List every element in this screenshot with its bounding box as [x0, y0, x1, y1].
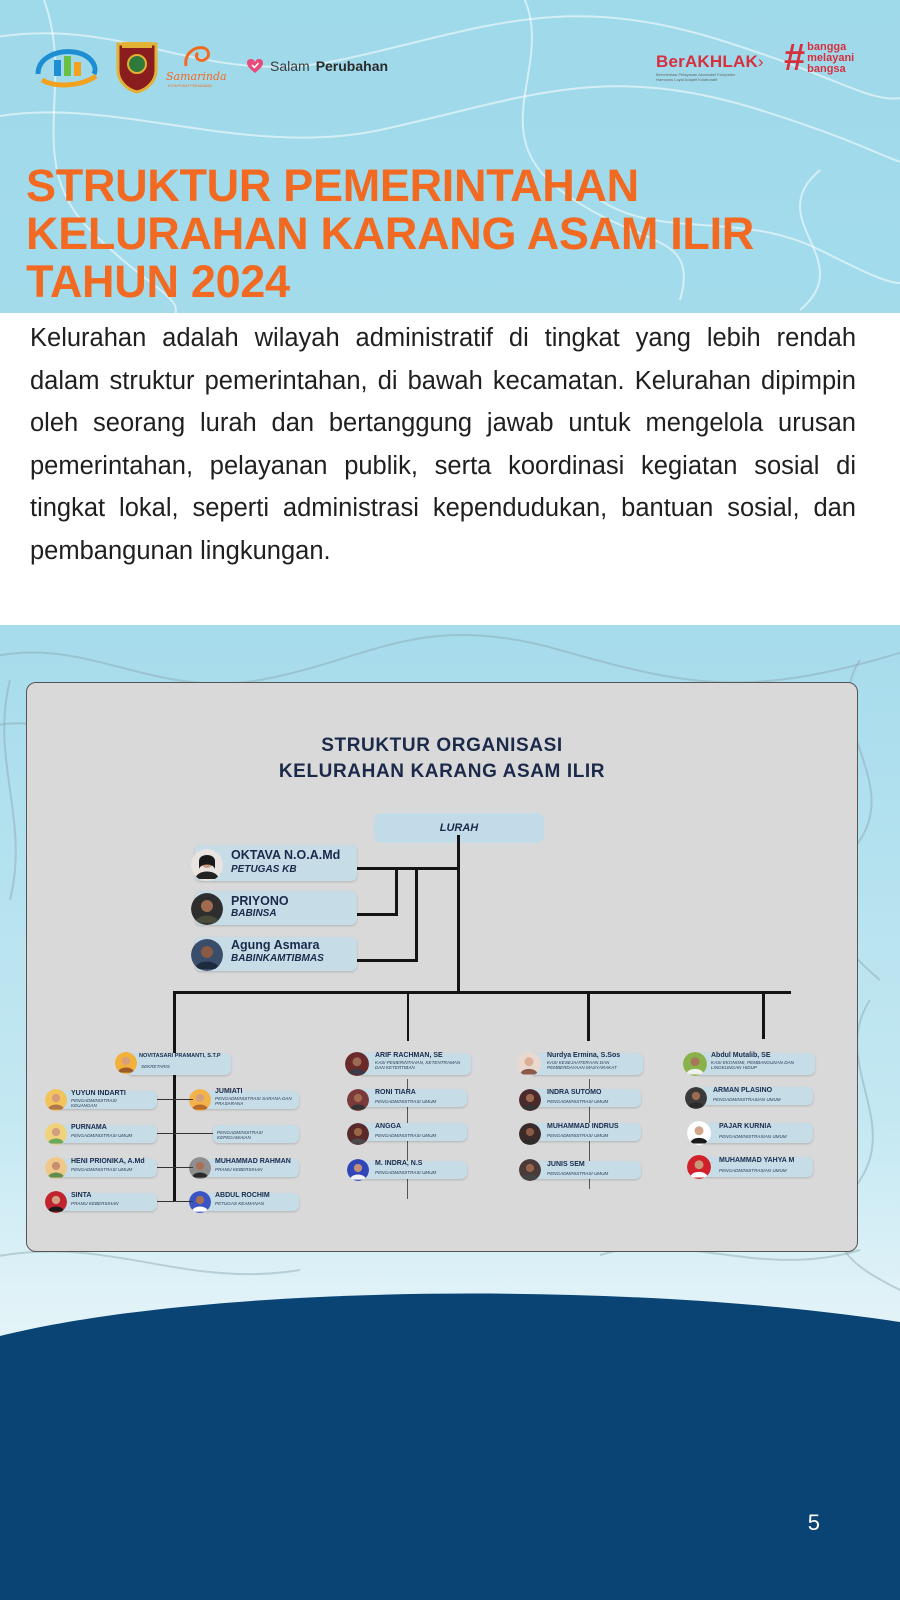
salam-bold: Perubahan	[315, 58, 389, 74]
bangga-line-3: bangsa	[807, 63, 846, 75]
kasi-1-staff-2-role: PENGADMINISTRASI UMUM	[375, 1133, 437, 1138]
partner-connector-2	[357, 913, 397, 916]
partner-avatar-2	[191, 893, 223, 925]
kasi-1-staff-3-role: PENGADMINISTRASI UMUM	[375, 1170, 437, 1175]
kasi-3-role: KASI EKONOMI, PEMBANGUNAN DAN LINGKUNGAN HIDUP	[711, 1060, 794, 1070]
sek-right-2-role: PENGADMINISTRASI KEPEGAWAIAN	[217, 1130, 263, 1140]
description-panel	[0, 313, 900, 625]
kasi-3-name: Abdul Mutalib, SE	[711, 1052, 771, 1059]
sek-left-link-4	[157, 1201, 193, 1202]
kasi-2-role: KASI KESEJAHTERAAN DAN PEMBERDAYAAN MASYARAKAT	[547, 1060, 617, 1070]
kasi-1-staff-2-name: ANGGA	[375, 1123, 402, 1130]
bottom-wave	[0, 1290, 900, 1600]
sek-left-2-role: PENGADMINISTRASI UMUM	[71, 1133, 133, 1138]
kasi-2-staff-1-name: INDRA SUTOMO	[547, 1089, 602, 1096]
berakhlak-subtitle: Berorientasi Pelayanan Akuntabel Kompeten Harmonis Loyal Adaptif Kolaboratif	[656, 72, 736, 82]
kasi-1-avatar	[345, 1052, 369, 1076]
partner-1-name: OKTAVA N.O.A.Md	[231, 848, 341, 862]
chart-title-line-2: KELURAHAN KARANG ASAM ILIR	[278, 761, 606, 782]
samarinda-swirl-icon	[182, 44, 212, 72]
sek-left-link-2	[157, 1133, 213, 1134]
kasi-2-avatar	[517, 1052, 541, 1076]
kasi-3-staff-3-name: MUHAMMAD YAHYA M	[719, 1157, 795, 1164]
sekretaris-role: SEKRETARIS	[141, 1064, 170, 1069]
kasi-3-avatar	[683, 1052, 707, 1076]
kasi-3-staff-2-role: PENGADMINISTRASIAN UMUM	[719, 1134, 787, 1139]
sek-left-3-name: HENI PRIONIKA, A.Md	[71, 1158, 145, 1165]
heart-icon	[246, 58, 264, 74]
kasi-2-staff-box-3	[529, 1161, 641, 1179]
kasi-1-staff-avatar-3	[347, 1159, 369, 1181]
sek-right-avatar-1	[189, 1089, 211, 1111]
sek-left-3-role: PENGADMINISTRASI UMUM	[71, 1167, 133, 1172]
partner-connector-3	[357, 959, 417, 962]
samarinda-logo	[164, 44, 230, 92]
partner-avatar-1	[191, 849, 223, 881]
sekretaris-trunk-line	[173, 991, 176, 1201]
partner-avatar-3	[191, 939, 223, 971]
sek-left-avatar-2	[45, 1123, 67, 1145]
sek-left-1-name: YUYUN INDARTI	[71, 1090, 126, 1097]
partner-2-role: BABINSA	[231, 908, 277, 919]
kasi-1-staff-box-2	[357, 1123, 467, 1141]
kasi-3-staff-3-role: PENGADMINISTRASIAN UMUM	[719, 1168, 787, 1173]
salam-perubahan-logo	[246, 58, 388, 74]
sek-right-avatar-4	[189, 1191, 211, 1213]
bangga-line-2: melayani	[807, 52, 855, 64]
org-chart	[26, 682, 858, 1252]
sek-right-1-name: JUMIATI	[215, 1088, 243, 1095]
kasi-2-name: Nurdya Ermina, S.Sos	[547, 1052, 621, 1059]
title-line-3: TAHUN 2024	[26, 256, 290, 307]
salam-prefix: Salam	[270, 58, 310, 74]
sekretaris-name: NOVITASARI PRAMANTI, S.T.P	[139, 1053, 221, 1059]
kasi-3-staff-2-name: PAJAR KURNIA	[719, 1123, 772, 1130]
kasi-1-name: ARIF RACHMAN, SE	[375, 1052, 443, 1059]
kasi-2-staff-avatar-2	[519, 1123, 541, 1145]
description-text: Kelurahan adalah wilayah administratif di tingkat yang lebih rendah dalam struktur pemerintahan, di bawah kecamatan. Kelurahan dipimpin oleh seorang lurah dan bertanggung jawab untuk mengelola urusan pemerintahan, pelayanan publik, serta koordinasi kegiatan sosial di tingkat lokal, seperti administrasi kependudukan, bantuan sosial, dan pembangunan lingkungan.	[30, 324, 856, 565]
kasi-2-drop-line	[587, 991, 590, 1041]
hashtag-icon: #	[784, 37, 806, 79]
sek-left-avatar-4	[45, 1191, 67, 1213]
kasi-3-staff-avatar-3	[687, 1155, 711, 1179]
partner-connector-1	[357, 867, 457, 870]
sek-left-link-3	[157, 1167, 193, 1168]
title-line-1: STRUKTUR PEMERINTAHAN	[26, 160, 639, 211]
kasi-1-staff-1-role: PENGADMINISTRASI UMUM	[375, 1099, 437, 1104]
kota-emblem-icon	[112, 40, 162, 94]
kasi-1-role: KASI PEMERINTAHAN, KETENTRAMAN DAN KETERTIBAN	[375, 1060, 461, 1070]
lurah-box: LURAH	[374, 813, 544, 843]
bangga-line-1: bangga	[807, 41, 847, 53]
partner-3-name: Agung Asmara	[231, 938, 320, 952]
sek-left-avatar-3	[45, 1157, 67, 1179]
kasi-3-staff-1-name: ARMAN PLASINO	[713, 1087, 773, 1094]
lurah-trunk-line	[457, 835, 460, 991]
sek-left-4-role: PRAMU KEBERSIHAN	[71, 1201, 119, 1206]
sek-right-3-role: PRAMU KEBERSIHAN	[215, 1167, 263, 1172]
kasi-2-staff-1-role: PENGADMINISTRASI UMUM	[547, 1099, 609, 1104]
sek-right-3-name: MUHAMMAD RAHMAN	[215, 1158, 291, 1165]
kasi-1-staff-avatar-2	[347, 1123, 369, 1145]
sek-left-2-name: PURNAMA	[71, 1124, 107, 1131]
kasi-3-staff-avatar-1	[685, 1087, 707, 1109]
chart-title-line-1: STRUKTUR ORGANISASI	[321, 735, 563, 756]
page-number: 5	[807, 1510, 820, 1535]
sek-left-link-1	[157, 1099, 193, 1100]
bps-logo-icon	[32, 44, 104, 92]
partner-vertical-a	[395, 867, 398, 916]
samarinda-logo-tagline: KOTA PUSAT PERADABAN	[168, 84, 212, 88]
sek-right-4-name: ABDUL ROCHIM	[215, 1192, 270, 1199]
berakhlak-chevron-icon: ›	[757, 52, 764, 71]
kasi-2-staff-avatar-1	[519, 1089, 541, 1111]
partner-vertical-b	[415, 867, 418, 962]
branch-horizontal-line	[173, 991, 791, 994]
samarinda-logo-text: Samarinda	[166, 70, 227, 83]
kasi-2-staff-3-role: PENGADMINISTRASI UMUM	[547, 1171, 609, 1176]
kasi-3-staff-avatar-2	[687, 1121, 711, 1145]
sekretaris-avatar	[115, 1052, 137, 1074]
partner-3-role: BABINKAMTIBMAS	[231, 953, 324, 964]
kasi-1-staff-avatar-1	[347, 1089, 369, 1111]
kasi-1-staff-3-name: M. INDRA, N.S	[375, 1160, 423, 1167]
partner-2-name: PRIYONO	[231, 894, 289, 908]
kasi-1-staff-1-name: RONI TIARA	[375, 1089, 416, 1096]
kasi-2-staff-2-role: PENGADMINISTRASI UMUM	[547, 1133, 609, 1138]
kasi-2-staff-2-name: MUHAMMAD INDRUS	[547, 1123, 619, 1130]
berakhlak-logo	[656, 52, 764, 82]
page-title	[26, 162, 754, 306]
kasi-2-staff-avatar-3	[519, 1159, 541, 1181]
title-line-2: KELURAHAN KARANG ASAM ILIR	[26, 208, 754, 259]
sek-left-avatar-1	[45, 1089, 67, 1111]
sek-right-avatar-3	[189, 1157, 211, 1179]
berakhlak-word: BerAKHLAK	[656, 52, 758, 71]
sek-left-4-name: SINTA	[71, 1192, 92, 1199]
partner-1-role: PETUGAS KB	[231, 864, 297, 875]
kasi-2-staff-3-name: JUNIS SEM	[547, 1161, 585, 1168]
sek-right-4-role: PETUGAS KEAMANAN	[215, 1201, 265, 1206]
bangga-melayani-bangsa-logo	[784, 37, 855, 79]
kasi-3-staff-1-role: PENGADMINISTRASIAN UMUM	[713, 1097, 781, 1102]
kasi-3-drop-line	[762, 991, 765, 1039]
sek-left-1-role: PENGADMINISTRASI KEUANGAN	[71, 1098, 117, 1108]
sek-right-1-role: PENGADMINISTRASI SARANA DAN PRASARANA	[215, 1096, 292, 1106]
kasi-1-drop-line	[407, 991, 409, 1041]
